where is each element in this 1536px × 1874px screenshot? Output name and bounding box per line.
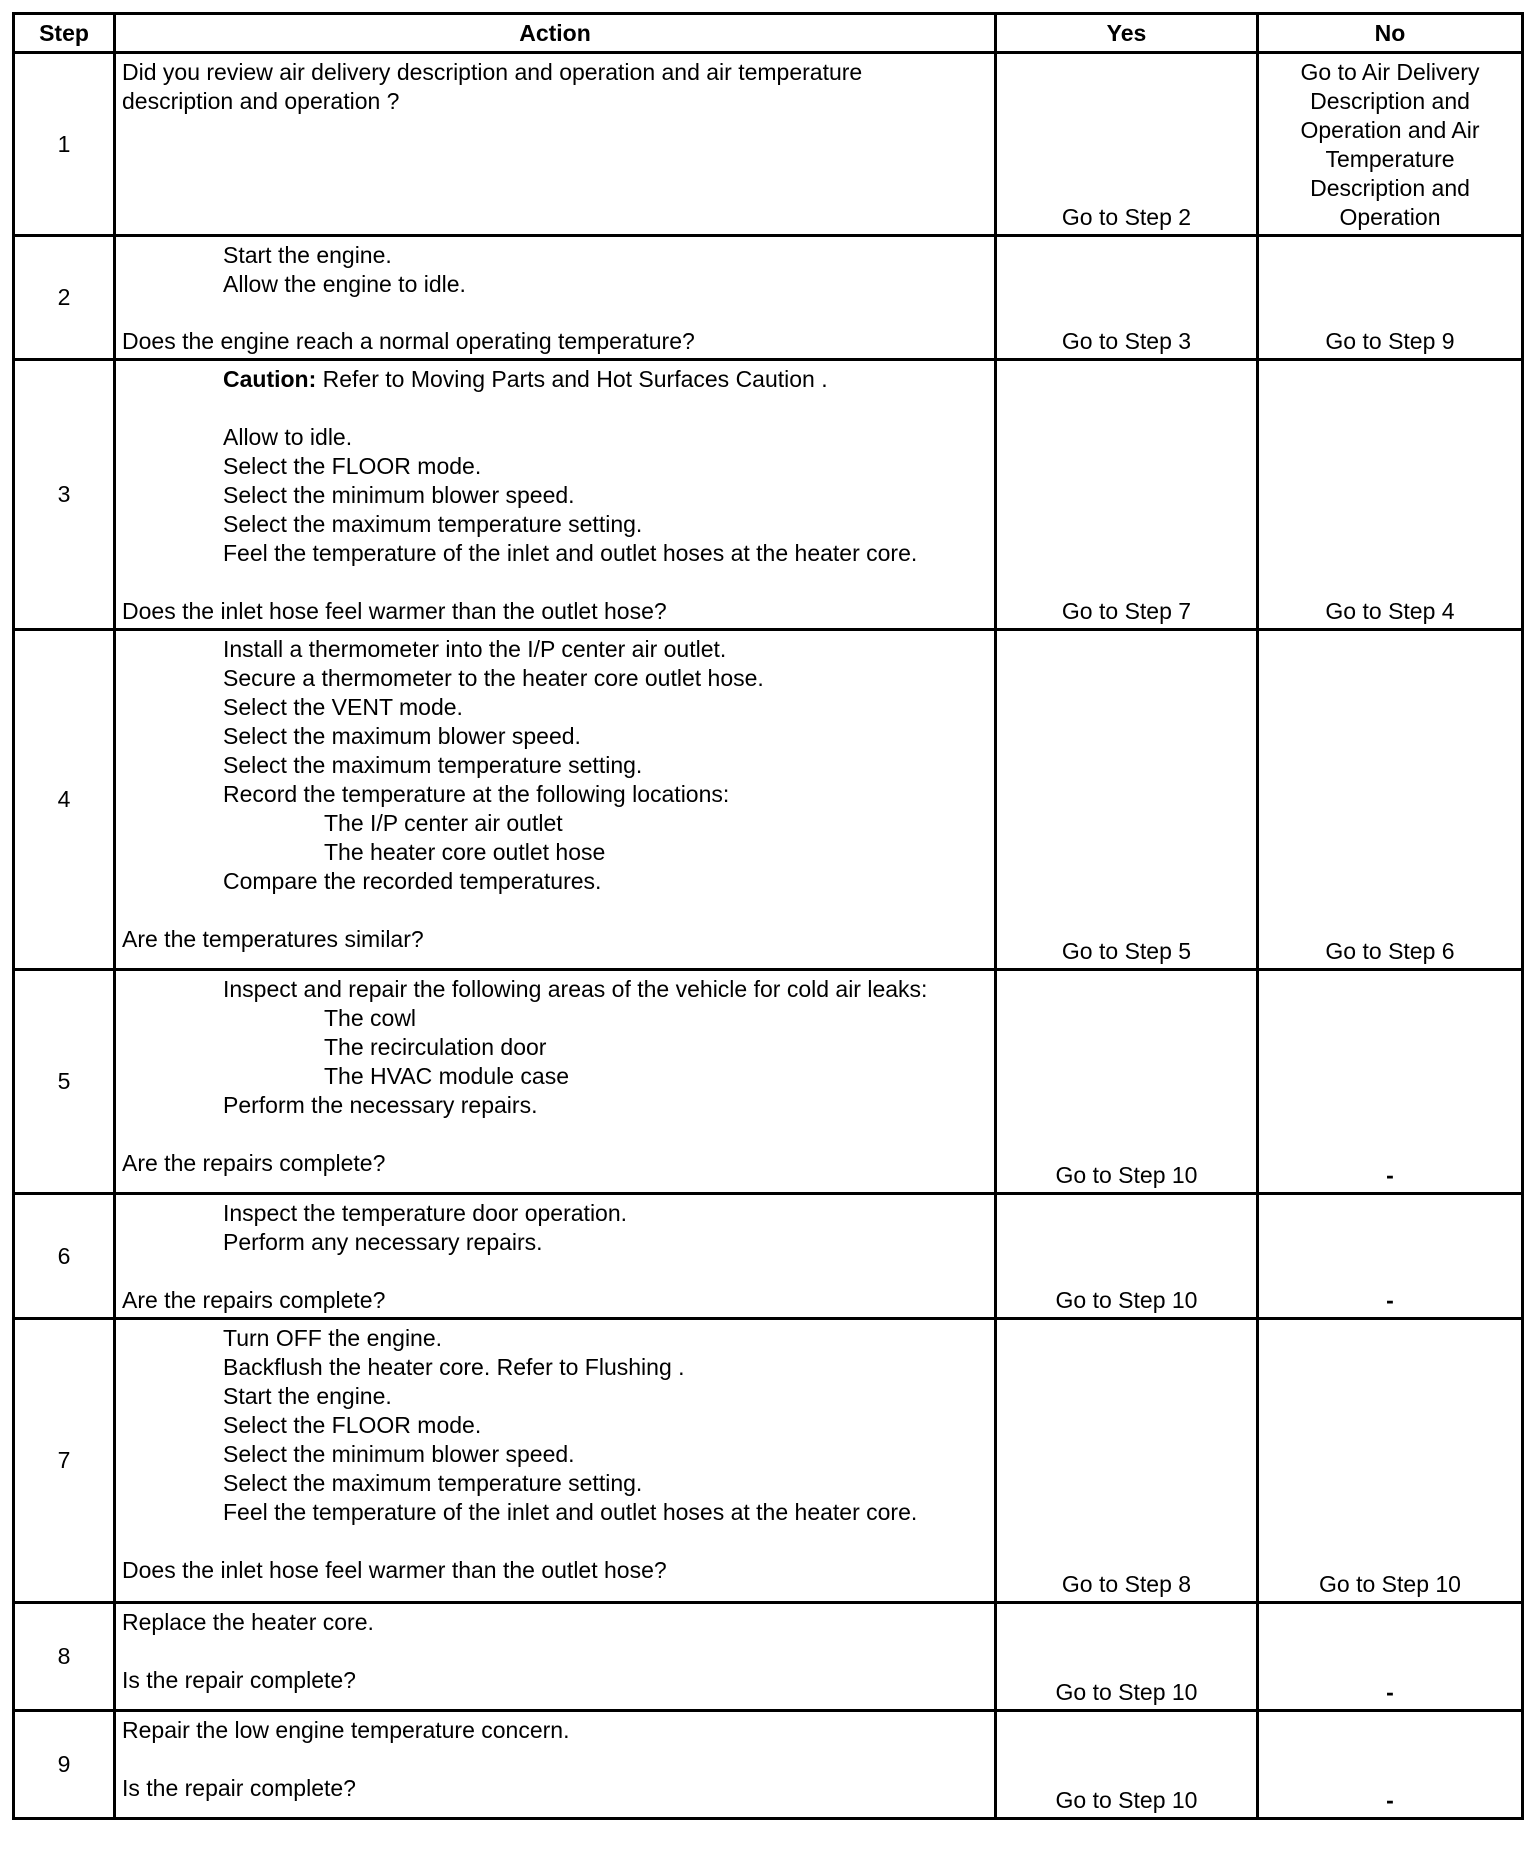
- action-line: Repair the low engine temperature concern.: [122, 1717, 570, 1743]
- action-line: Turn OFF the engine.: [223, 1325, 443, 1351]
- no-cell: -: [1258, 1711, 1523, 1819]
- action-line: Perform any necessary repairs.: [223, 1229, 543, 1255]
- action-line: Feel the temperature of the inlet and outlet hoses at the heater core.: [223, 540, 918, 566]
- yes-cell: Go to Step 8: [996, 1319, 1258, 1603]
- step-number: 4: [14, 630, 115, 970]
- yes-cell: Go to Step 10: [996, 1194, 1258, 1319]
- action-line: Select the VENT mode.: [223, 694, 463, 720]
- no-cell: -: [1258, 970, 1523, 1194]
- action-subline: The I/P center air outlet: [324, 810, 563, 836]
- step-number: 7: [14, 1319, 115, 1603]
- header-row: [14, 14, 1523, 53]
- yes-cell: Go to Step 5: [996, 630, 1258, 970]
- action-subline: The cowl: [324, 1005, 417, 1031]
- action-cell: [115, 360, 996, 630]
- table-row: [14, 970, 1523, 1194]
- action-cell: [115, 630, 996, 970]
- question-text: Are the repairs complete?: [122, 1150, 386, 1176]
- action-cell: [115, 1711, 996, 1819]
- action-line: Select the maximum temperature setting.: [223, 752, 643, 778]
- caution-label: Caution:: [223, 366, 317, 392]
- yes-cell: Go to Step 10: [996, 970, 1258, 1194]
- step-number: 8: [14, 1603, 115, 1711]
- header-action: Action: [115, 14, 996, 53]
- table-row: [14, 1603, 1523, 1711]
- step-number: 9: [14, 1711, 115, 1819]
- diagnostic-table: [12, 12, 1524, 1820]
- header-step: Step: [14, 14, 115, 53]
- action-line: Start the engine.: [223, 1383, 392, 1409]
- table-row: [14, 1194, 1523, 1319]
- action-line: Allow the engine to idle.: [223, 271, 466, 297]
- action-cell: [115, 53, 996, 236]
- action-line: Start the engine.: [223, 242, 392, 268]
- caution-text: Refer to Moving Parts and Hot Surfaces Caution .: [316, 366, 828, 392]
- table-row: [14, 1319, 1523, 1603]
- action-line: Allow to idle.: [223, 424, 353, 450]
- table-row: [14, 53, 1523, 236]
- no-cell: Go to Step 4: [1258, 360, 1523, 630]
- question-text: Are the temperatures similar?: [122, 926, 424, 952]
- no-cell: Go to Step 9: [1258, 236, 1523, 360]
- action-line: Perform the necessary repairs.: [223, 1092, 538, 1118]
- action-cell: [115, 1603, 996, 1711]
- action-line: Install a thermometer into the I/P center air outlet.: [223, 636, 727, 662]
- yes-cell: Go to Step 10: [996, 1711, 1258, 1819]
- action-line: Feel the temperature of the inlet and outlet hoses at the heater core.: [223, 1499, 918, 1525]
- action-cell: [115, 1194, 996, 1319]
- action-subline: The recirculation door: [324, 1034, 547, 1060]
- action-line: Select the maximum temperature setting.: [223, 1470, 643, 1496]
- table-row: [14, 1711, 1523, 1819]
- action-subline: The heater core outlet hose: [324, 839, 606, 865]
- no-cell: Go to Step 6: [1258, 630, 1523, 970]
- question-text: Does the engine reach a normal operating temperature?: [122, 328, 695, 354]
- table-row: [14, 236, 1523, 360]
- action-line: Select the maximum blower speed.: [223, 723, 581, 749]
- action-cell: [115, 236, 996, 360]
- step-number: 1: [14, 53, 115, 236]
- action-line: Inspect and repair the following areas of the vehicle for cold air leaks:: [223, 976, 928, 1002]
- step-number: 2: [14, 236, 115, 360]
- no-cell: -: [1258, 1603, 1523, 1711]
- action-line: Backflush the heater core. Refer to Flushing .: [223, 1354, 685, 1380]
- yes-cell: Go to Step 7: [996, 360, 1258, 630]
- action-subline: The HVAC module case: [324, 1063, 570, 1089]
- question-text: Does the inlet hose feel warmer than the outlet hose?: [122, 598, 667, 624]
- action-line: Inspect the temperature door operation.: [223, 1200, 628, 1226]
- table-row: [14, 630, 1523, 970]
- question-text: Did you review air delivery description and operation and air temperature description and operation ?: [122, 59, 863, 114]
- action-line: Select the maximum temperature setting.: [223, 511, 643, 537]
- step-number: 3: [14, 360, 115, 630]
- action-line: Select the minimum blower speed.: [223, 482, 575, 508]
- no-cell: -: [1258, 1194, 1523, 1319]
- table-row: [14, 360, 1523, 630]
- yes-cell: Go to Step 3: [996, 236, 1258, 360]
- action-line: Secure a thermometer to the heater core outlet hose.: [223, 665, 764, 691]
- question-text: Does the inlet hose feel warmer than the outlet hose?: [122, 1557, 667, 1583]
- step-number: 5: [14, 970, 115, 1194]
- header-no: No: [1258, 14, 1523, 53]
- action-cell: [115, 970, 996, 1194]
- question-text: Are the repairs complete?: [122, 1287, 386, 1313]
- step-number: 6: [14, 1194, 115, 1319]
- question-text: Is the repair complete?: [122, 1775, 356, 1801]
- yes-cell: Go to Step 10: [996, 1603, 1258, 1711]
- action-line: Select the minimum blower speed.: [223, 1441, 575, 1467]
- action-line: Compare the recorded temperatures.: [223, 868, 602, 894]
- no-cell: Go to Air Delivery Description and Operation and Air Temperature Description and Operation: [1258, 53, 1523, 236]
- action-line: Select the FLOOR mode.: [223, 1412, 482, 1438]
- no-cell: Go to Step 10: [1258, 1319, 1523, 1603]
- caution-line: [122, 365, 988, 394]
- action-line: Record the temperature at the following locations:: [223, 781, 730, 807]
- action-line: Replace the heater core.: [122, 1609, 374, 1635]
- action-line: Select the FLOOR mode.: [223, 453, 482, 479]
- header-yes: Yes: [996, 14, 1258, 53]
- question-text: Is the repair complete?: [122, 1667, 356, 1693]
- action-cell: [115, 1319, 996, 1603]
- yes-cell: Go to Step 2: [996, 53, 1258, 236]
